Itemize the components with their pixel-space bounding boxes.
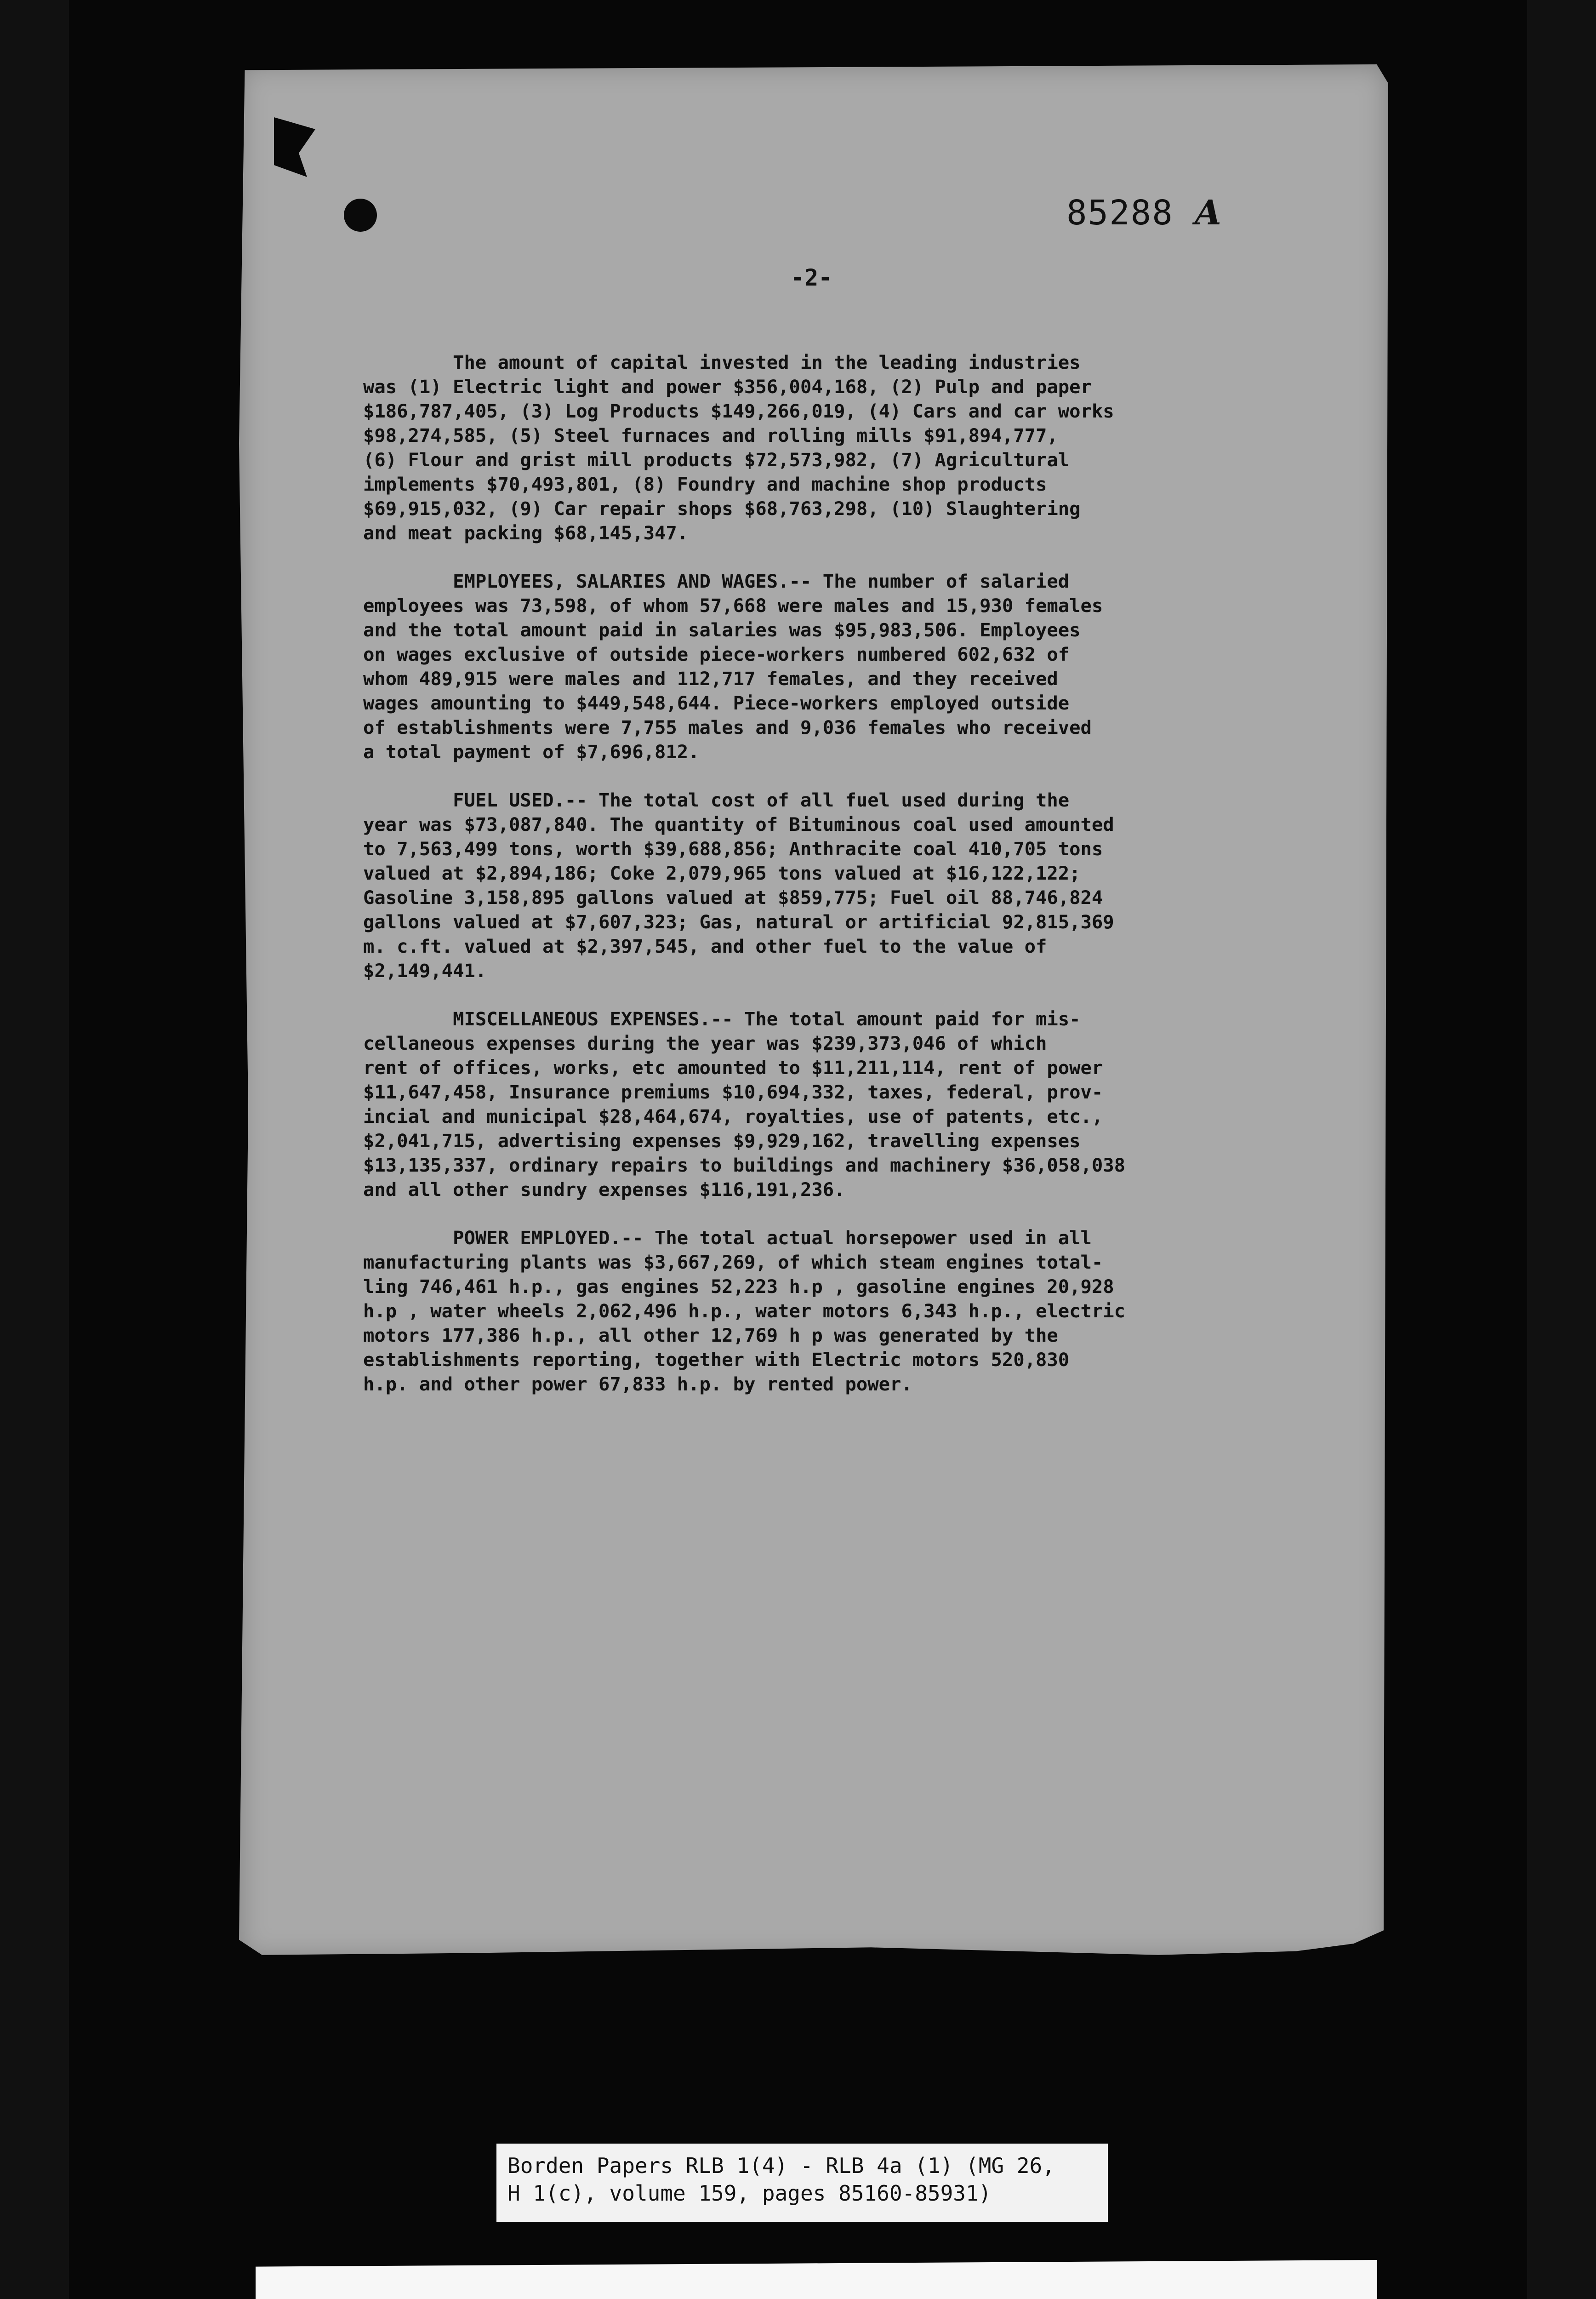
document-body (363, 350, 1301, 1420)
punch-hole-icon (344, 199, 377, 232)
page-number-suffix: A (1195, 193, 1222, 233)
film-edge-left (0, 0, 69, 2299)
page-number (1066, 193, 1222, 233)
paragraph-fuel-used: FUEL USED.-- The total cost of all fuel used during the year was $73,087,840. The quantity of Bituminous coal used amounted to 7,563,499 tons, worth $39,688,856; Anthracite coal 410,705 tons valued at $2,894,186; Coke 2,079,965 tons valued at $16,122,122; Gasoline 3,158,895 gallons valued at $859,775; Fuel oil 88,746,824 gallons valued at $7,607,323; Gas, natural or artificial 92,815,369 m. c.ft. valued at $2,397,545, and other fuel to the value of $2,149,441. (363, 789, 1114, 982)
citation-line-2: H 1(c), volume 159, pages 85160-85931) (507, 2181, 992, 2206)
paragraph-employees-salaries-wages: EMPLOYEES, SALARIES AND WAGES.-- The number of salaried employees was 73,598, of whom 57,668 were males and 15,930 females and the total amount paid in salaries was $95,983,506. Employees on wages exclusive of outside piece-workers numbered 602,632 of whom 489,915 were males and 112,717 females, and they received wages amounting to $449,548,644. Piece-workers employed outside of establishments were 7,755 males and 9,036 females who received a total payment of $7,696,812. (363, 570, 1103, 763)
paragraph-power-employed: POWER EMPLOYED.-- The total actual horsepower used in all manufacturing plants was $3,667,269, of which steam engines total- ling 746,461 h.p., gas engines 52,223 h.p , gasoline engines 20,928 h.p , water wheels 2,062,496 h.p., water motors 6,343 h.p., electric motors 177,386 h.p., all other 12,769 h p was generated by the establishments reporting, together with Electric motors 520,830 h.p. and other power 67,833 h.p. by rented power. (363, 1227, 1126, 1395)
paragraph-capital-invested: The amount of capital invested in the leading industries was (1) Electric light and power $356,004,168, (2) Pulp and paper $186,787,405, (3) Log Products $149,266,019, (4) Cars and car works $98,274,585, (5) Steel furnaces and rolling mills $91,894,777, (6) Flour and grist mill products $72,573,982, (7) Agricultural implements $70,493,801, (8) Foundry and machine shop products $69,915,032, (9) Car repair shops $68,763,298, (10) Slaughtering and meat packing $68,145,347. (363, 351, 1114, 544)
page-number-digits: 85288 (1066, 193, 1174, 233)
archive-stamp-card (256, 2260, 1377, 2299)
page-marker: -2- (791, 264, 832, 291)
citation-line-1: Borden Papers RLB 1(4) - RLB 4a (1) (MG 26, (507, 2153, 1055, 2178)
citation-label (496, 2144, 1108, 2222)
film-edge-right (1527, 0, 1596, 2299)
paragraph-miscellaneous-expenses: MISCELLANEOUS EXPENSES.-- The total amount paid for mis- cellaneous expenses during the year was $239,373,046 of which rent of offices, works, etc amounted to $11,211,114, rent of power $11,647,458, Insurance premiums $10,694,332, taxes, federal, prov- incial and municipal $28,464,674, royalties, use of patents, etc., $2,041,715, advertising expenses $9,929,162, travelling expenses $13,135,337, ordinary repairs to buildings and machinery $36,058,038 and all other sundry expenses $116,191,236. (363, 1008, 1126, 1201)
